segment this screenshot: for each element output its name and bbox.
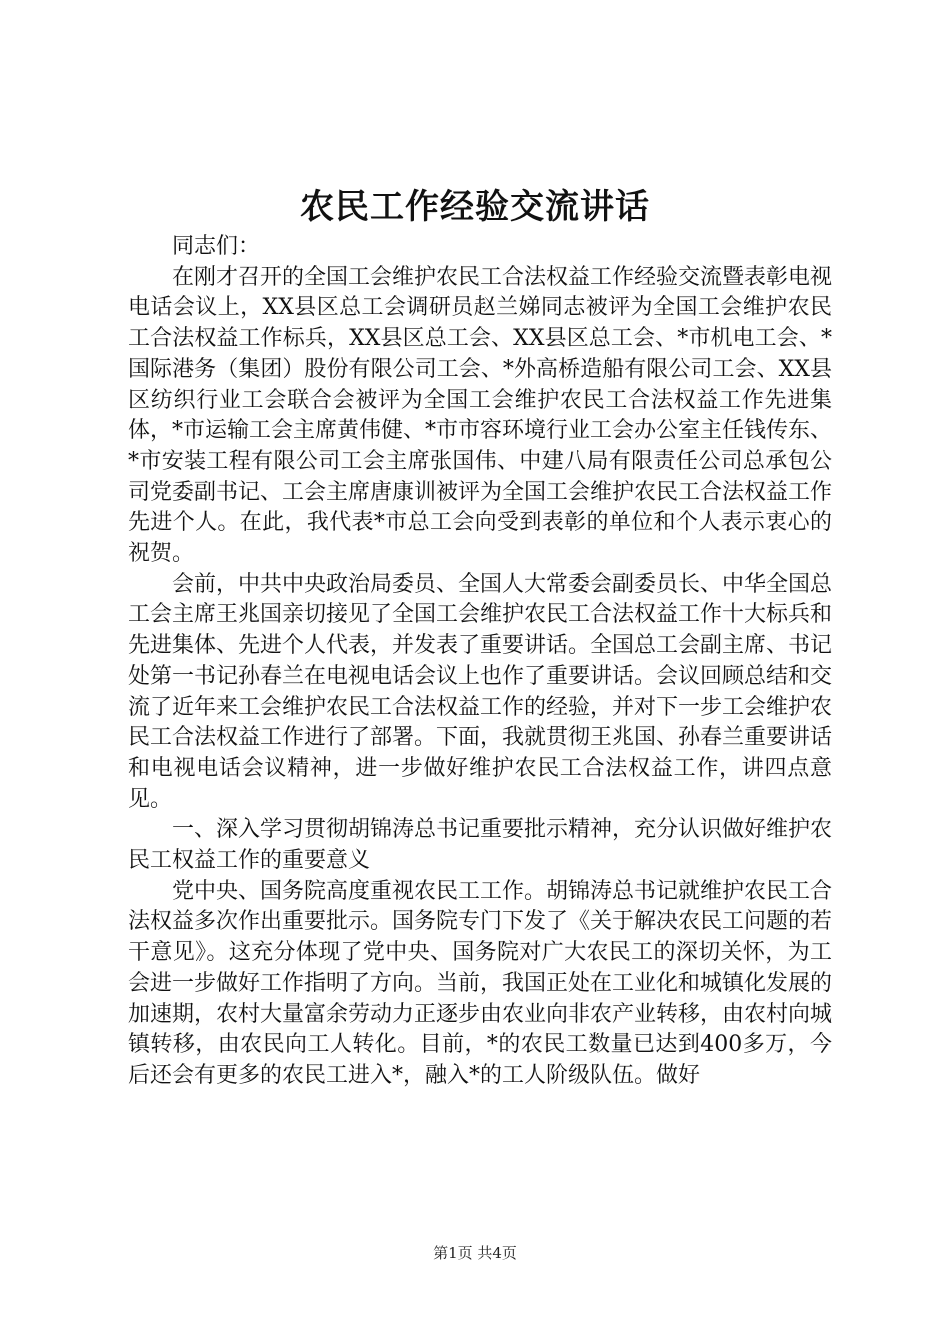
document-body — [128, 232, 832, 1092]
salutation: 同志们： — [172, 234, 261, 259]
paragraph-3: 党中央、国务院高度重视农民工工作。胡锦涛总书记就维护农民工合法权益多次作出重要批示。国务院专门下发了《关于解决农民工问题的若干意见》。这充分体现了党中央、国务院对广大农民工的深切关怀，为工会进一步做好工作指明了方向。当前，我国正处在工业化和城镇化发展的加速期，农村大量富余劳动力正逐步由农业向非农产业转移，由农村向城镇转移，由农民向工人转化。目前，*的农民工数量已达到400多万，今后还会有更多的农民工进入*，融入*的工人阶级队伍。做好 — [128, 878, 833, 1088]
page-footer: 第1页 共4页 — [433, 1244, 517, 1262]
section-heading-1: 一、深入学习贯彻胡锦涛总书记重要批示精神，充分认识做好维护农民工权益工作的重要意义 — [128, 817, 833, 874]
paragraph-1: 在刚才召开的全国工会维护农民工合法权益工作经验交流暨表彰电视电话会议上，XX县区总工会调研员赵兰娣同志被评为全国工会维护农民工合法权益工作标兵，XX县区总工会、XX县区总工会、*市机电工会、*国际港务（集团）股份有限公司工会、*外高桥造船有限公司工会、XX县区纺织行业工会联合会被评为全国工会维护农民工合法权益工作先进集体，*市运输工会主席黄伟健、*市市容环境行业工会办公室主任钱传东、*市安装工程有限公司工会主席张国伟、中建八局有限责任公司总承包公司党委副书记、工会主席唐康训被评为全国工会维护农民工合法权益工作先进个人。在此，我代表*市总工会向受到表彰的单位和个人表示衷心的祝贺。 — [128, 264, 833, 567]
paragraph-2: 会前，中共中央政治局委员、全国人大常委会副委员长、中华全国总工会主席王兆国亲切接见了全国工会维护农民工合法权益工作十大标兵和先进集体、先进个人代表，并发表了重要讲话。全国总工会副主席、书记处第一书记孙春兰在电视电话会议上也作了重要讲话。会议回顾总结和交流了近年来工会维护农民工合法权益工作的经验，并对下一步工会维护农民工合法权益工作进行了部署。下面，我就贯彻王兆国、孙春兰重要讲话和电视电话会议精神，进一步做好维护农民工合法权益工作，讲四点意见。 — [128, 571, 833, 812]
document-title: 农民工作经验交流讲话 — [300, 187, 650, 227]
